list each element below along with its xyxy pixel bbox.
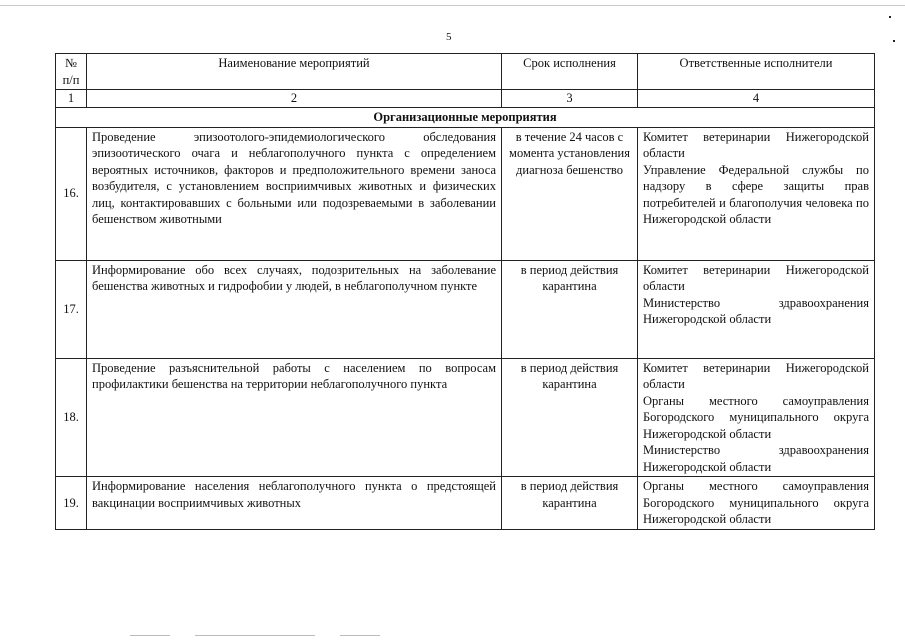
measure-responsible (638, 260, 875, 358)
section-row (56, 108, 875, 128)
responsible-party: Министерство здравоохранения Нижегородской области (643, 295, 869, 326)
measure-name: Проведение разъяснительной работы с населением по вопросам профилактики бешенства на территории неблагополучного пункта (87, 358, 502, 477)
row-number: 16. (56, 127, 87, 260)
row-number: 17. (56, 260, 87, 358)
measure-term: в период действия карантина (502, 477, 638, 530)
measure-term: в период действия карантина (502, 260, 638, 358)
bottom-scan-edge (0, 632, 905, 640)
table-row (56, 477, 875, 530)
header-responsible: Ответственные исполнители (638, 54, 875, 90)
row-number: 19. (56, 477, 87, 530)
responsible-party: Управление Федеральной службы по надзору в сфере защиты прав потребителей и благополучия человека по Нижегородской области (643, 162, 869, 226)
measures-table (55, 53, 875, 530)
row-number: 18. (56, 358, 87, 477)
column-number: 2 (87, 90, 502, 108)
scan-speck (893, 40, 895, 42)
page-number: 5 (446, 31, 452, 43)
responsible-party: Органы местного самоуправления Богородского муниципального округа Нижегородской области (643, 393, 869, 441)
header-term: Срок исполнения (502, 54, 638, 90)
table-header-row (56, 54, 875, 90)
column-number: 4 (638, 90, 875, 108)
table-row (56, 358, 875, 477)
column-number: 1 (56, 90, 87, 108)
measure-responsible (638, 358, 875, 477)
table-row (56, 260, 875, 358)
responsible-party: Комитет ветеринарии Нижегородской области (643, 262, 869, 293)
column-number: 3 (502, 90, 638, 108)
section-title: Организационные мероприятия (56, 108, 875, 128)
responsible-party: Комитет ветеринарии Нижегородской области (643, 360, 869, 391)
measure-responsible (638, 127, 875, 260)
table-row (56, 127, 875, 260)
measure-name: Проведение эпизоотолого-эпидемиологического обследования эпизоотического очага и неблагополучного пункта с определением вероятных источников, факторов и предположительного времени заноса возбудителя, с установлением восприимчивых животных и физических лиц, контактировавших с больными или подозреваемыми в заболевании бешенством животными (87, 127, 502, 260)
responsible-party: Органы местного самоуправления Богородского муниципального округа Нижегородской области (643, 479, 869, 526)
measure-name: Информирование населения неблагополучного пункта о предстоящей вакцинации восприимчивых животных (87, 477, 502, 530)
measure-term: в период действия карантина (502, 358, 638, 477)
scan-speck (889, 16, 891, 18)
header-num: № п/п (56, 54, 87, 90)
measure-term: в течение 24 часов с момента установления диагноза бешенство (502, 127, 638, 260)
responsible-party: Министерство здравоохранения Нижегородской области (643, 443, 869, 474)
top-scan-edge (0, 5, 905, 6)
measure-responsible (638, 477, 875, 530)
responsible-party: Комитет ветеринарии Нижегородской области (643, 129, 869, 160)
header-name: Наименование мероприятий (87, 54, 502, 90)
measure-name: Информирование обо всех случаях, подозрительных на заболевание бешенства животных и гидрофобии у людей, в неблагополучном пункте (87, 260, 502, 358)
column-number-row (56, 90, 875, 108)
